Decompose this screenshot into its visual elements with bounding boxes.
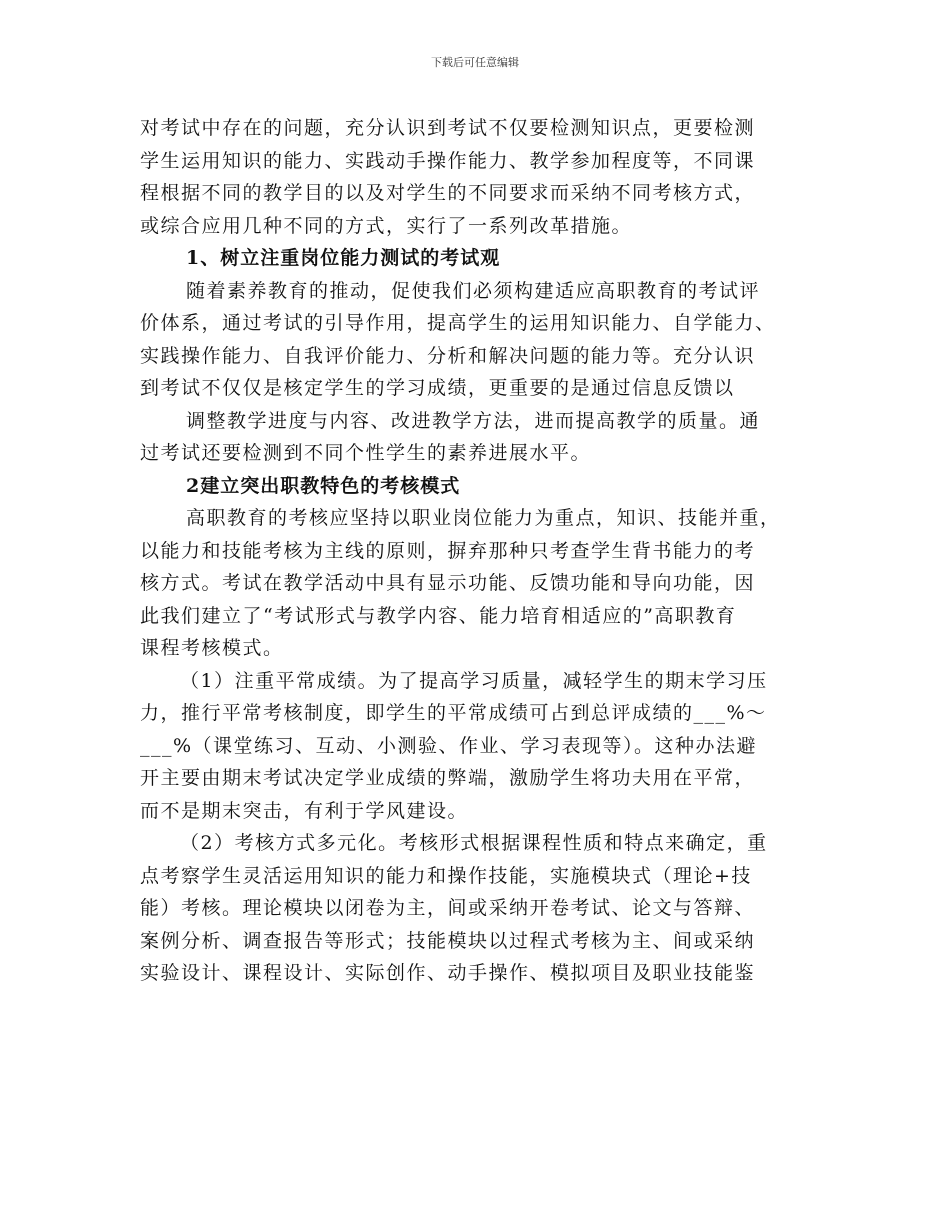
text-line: 或综合应用几种不同的方式，实行了一系列改革措施。 bbox=[140, 214, 633, 237]
text-line: 程根据不同的教学目的以及对学生的不同要求而采纳不同考核方式， bbox=[140, 182, 756, 204]
section-heading-2: 2建立突出职教特色的考核模式 bbox=[186, 474, 461, 497]
text-line: 高职教育的考核应坚持以职业岗位能力为重点，知识、技能并重， bbox=[186, 507, 781, 529]
text-line: 核方式。考试在教学活动中具有显示功能、反馈功能和导向功能，因 bbox=[140, 572, 756, 594]
text-line: 随着素养教育的推动，促使我们必须构建适应高职教育的考试评 bbox=[186, 279, 761, 302]
text-line: 实验设计、课程设计、实际创作、动手操作、模拟项目及职业技能鉴 bbox=[140, 962, 756, 984]
text-line: 实践操作能力、自我评价能力、分析和解决问题的能力等。充分认识 bbox=[140, 344, 756, 367]
text-line: 价体系，通过考试的引导作用，提高学生的运用知识能力、自学能力、 bbox=[140, 312, 776, 334]
text-line: 点考察学生灵活运用知识的能力和操作技能，实施模块式（理论+技 bbox=[140, 864, 752, 887]
text-line: 过考试还要检测到不同个性学生的素养进展水平。 bbox=[140, 442, 592, 464]
text-line: 到考试不仅仅是核定学生的学习成绩，更重要的是通过信息反馈以 bbox=[140, 377, 735, 399]
text-line: 案例分析、调查报告等形式；技能模块以过程式考核为主、间或采纳 bbox=[140, 929, 756, 952]
text-line: 调整教学进度与内容、改进教学方法，进而提高教学的质量。通 bbox=[186, 409, 761, 432]
page-header: 下载后可任意编辑 bbox=[431, 56, 519, 69]
text-line: （1）注重平常成绩。为了提高学习质量，减轻学生的期末学习压 bbox=[180, 669, 768, 692]
text-line: 能）考核。理论模块以闭卷为主，间或采纳开卷考试、论文与答辩、 bbox=[140, 897, 756, 919]
text-line: 课程考核模式。 bbox=[140, 637, 284, 659]
text-line: 此我们建立了“考试形式与教学内容、能力培育相适应的”高职教育 bbox=[140, 604, 737, 627]
text-line: 开主要由期末考试决定学业成绩的弊端，激励学生将功夫用在平常， bbox=[140, 767, 756, 789]
text-line: （2）考核方式多元化。考核形式根据课程性质和特点来确定，重 bbox=[180, 832, 768, 854]
document-body bbox=[140, 112, 830, 990]
text-line: 力，推行平常考核制度，即学生的平常成绩可占到总评成绩的___%～ bbox=[140, 702, 767, 724]
text-line: 而不是期末突击，有利于学风建设。 bbox=[140, 799, 469, 822]
text-line: 学生运用知识的能力、实践动手操作能力、教学参加程度等，不同课 bbox=[140, 149, 756, 172]
text-line: 以能力和技能考核为主线的原则，摒弃那种只考查学生背书能力的考 bbox=[140, 539, 756, 562]
text-line: 对考试中存在的问题，充分认识到考试不仅要检测知识点，更要检测 bbox=[140, 117, 756, 139]
text-line: ___%（课堂练习、互动、小测验、作业、学习表现等）。这种办法避 bbox=[140, 734, 758, 757]
section-heading-1: 1、树立注重岗位能力测试的考试观 bbox=[186, 247, 501, 269]
